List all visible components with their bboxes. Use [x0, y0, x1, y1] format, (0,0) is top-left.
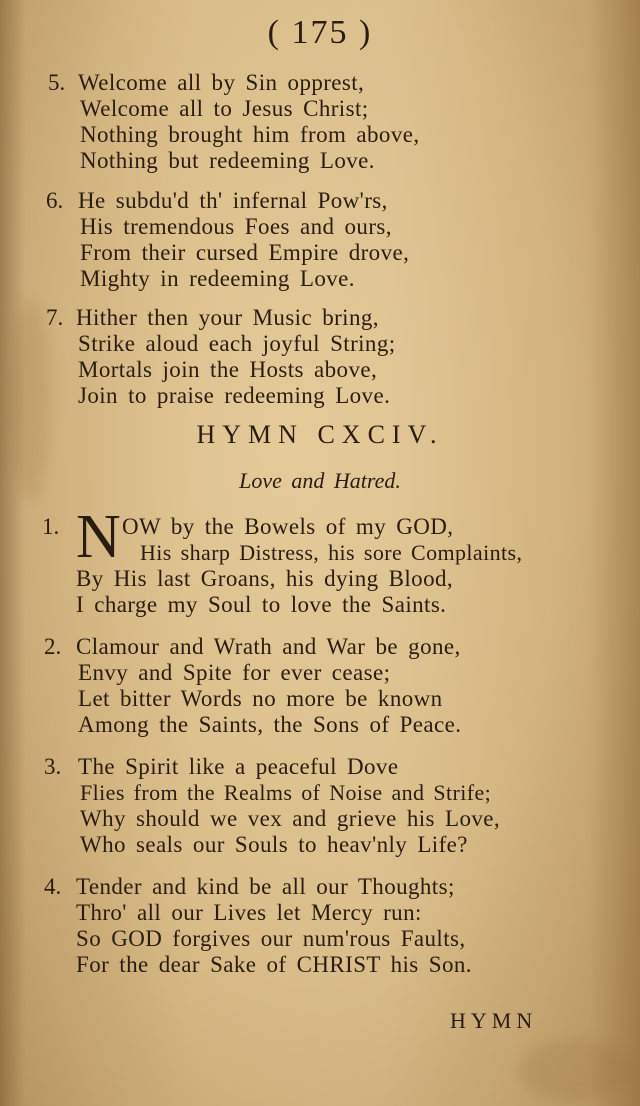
stanza-number: 1. — [42, 514, 60, 539]
verse-line: The Spirit like a peaceful Dove — [78, 754, 399, 779]
verse-line: Welcome all to Jesus Christ; — [80, 96, 369, 121]
stanza-number: 3. — [44, 754, 62, 779]
verse-line: For the dear Sake of CHRIST his Son. — [76, 952, 472, 977]
verse-line: Hither then your Music bring, — [76, 305, 379, 330]
verse-line: Envy and Spite for ever cease; — [78, 660, 391, 685]
stanza-number: 4. — [44, 874, 62, 899]
verse-line: Among the Saints, the Sons of Peace. — [78, 712, 462, 737]
catchword: HYMN — [450, 1008, 538, 1033]
verse-line: Nothing but redeeming Love. — [80, 148, 375, 173]
verse-line: Why should we vex and grieve his Love, — [80, 806, 501, 831]
verse-line: Let bitter Words no more be known — [78, 686, 443, 711]
verse-line: So GOD forgives our num'rous Faults, — [76, 926, 466, 951]
verse-line: He subdu'd th' infernal Pow'rs, — [78, 188, 388, 213]
stanza-number: 7. — [46, 305, 64, 330]
verse-line: Clamour and Wrath and War be gone, — [76, 634, 461, 659]
paper-stain — [520, 1040, 630, 1100]
verse-line: His tremendous Foes and ours, — [80, 214, 392, 239]
verse-line: Join to praise redeeming Love. — [78, 383, 391, 408]
verse-line: Who seals our Souls to heav'nly Life? — [80, 832, 468, 857]
hymn-title: HYMN CXCIV. — [196, 420, 444, 449]
verse-line: OW by the Bowels of my GOD, — [122, 514, 454, 539]
page-number-header: ( 175 ) — [267, 14, 373, 51]
verse-line: Welcome all by Sin opprest, — [78, 70, 365, 95]
stanza-number: 6. — [46, 188, 64, 213]
verse-line: His sharp Distress, his sore Complaints, — [140, 540, 523, 565]
verse-line: Thro' all our Lives let Mercy run: — [76, 900, 422, 925]
verse-line: By His last Groans, his dying Blood, — [76, 566, 454, 591]
hymn-subtitle: Love and Hatred. — [239, 468, 401, 493]
verse-line: Tender and kind be all our Thoughts; — [76, 874, 455, 899]
verse-line: Nothing brought him from above, — [80, 122, 420, 147]
verse-line: Mighty in redeeming Love. — [80, 266, 355, 291]
verse-line: Strike aloud each joyful String; — [78, 331, 396, 356]
verse-line: Flies from the Realms of Noise and Strife; — [80, 780, 492, 805]
stanza-number: 5. — [48, 70, 66, 95]
stanza-number: 2. — [44, 634, 62, 659]
verse-line: Mortals join the Hosts above, — [78, 357, 378, 382]
drop-cap: N — [76, 503, 121, 571]
verse-line: From their cursed Empire drove, — [80, 240, 410, 265]
verse-line: I charge my Soul to love the Saints. — [76, 592, 447, 617]
